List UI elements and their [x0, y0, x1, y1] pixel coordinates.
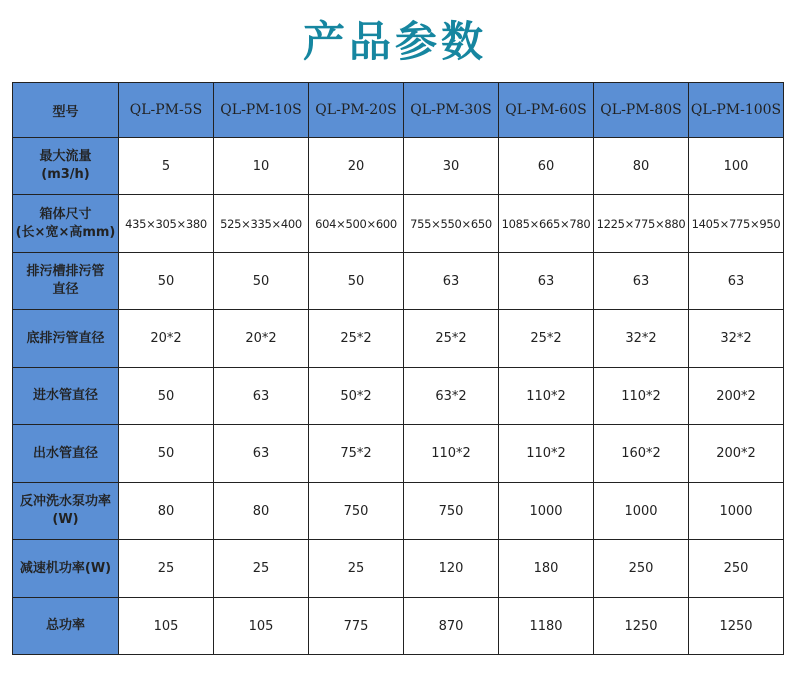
value-cell: 105: [214, 598, 309, 655]
value-cell: 80: [119, 483, 214, 540]
value-cell: 120: [404, 540, 499, 598]
page-title: 产品参数: [302, 17, 487, 66]
value-cell: 110*2: [594, 368, 689, 425]
value-cell: 1225×775×880: [594, 195, 689, 253]
value-cell: 100: [689, 138, 784, 195]
value-cell: 775: [309, 598, 404, 655]
value-cell: 63: [404, 253, 499, 310]
model-header-cell: QL-PM-20S: [309, 83, 404, 138]
value-cell: 110*2: [404, 425, 499, 483]
model-header-cell: QL-PM-60S: [499, 83, 594, 138]
row-label-line: 进水管直径: [32, 388, 98, 403]
row-label-cell: [13, 425, 119, 483]
value-cell: 1180: [499, 598, 594, 655]
row-label-line: 排污槽排污管: [26, 264, 105, 279]
value-cell: 1250: [689, 598, 784, 655]
table-row: [13, 368, 784, 425]
model-header-cell: QL-PM-5S: [119, 83, 214, 138]
value-cell: 32*2: [689, 310, 784, 368]
value-cell: 435×305×380: [119, 195, 214, 253]
value-cell: 50: [119, 368, 214, 425]
model-header-cell: QL-PM-30S: [404, 83, 499, 138]
value-cell: 25*2: [499, 310, 594, 368]
value-cell: 75*2: [309, 425, 404, 483]
value-cell: 5: [119, 138, 214, 195]
value-cell: 63: [214, 425, 309, 483]
row-label-cell: [13, 253, 119, 310]
model-header-cell: QL-PM-100S: [689, 83, 784, 138]
value-cell: 32*2: [594, 310, 689, 368]
table-row: [13, 138, 784, 195]
row-label-line: 总功率: [45, 618, 85, 633]
row-label-cell: [13, 195, 119, 253]
value-cell: 1000: [499, 483, 594, 540]
value-cell: 250: [689, 540, 784, 598]
value-cell: 10: [214, 138, 309, 195]
row-label-cell: [13, 483, 119, 540]
row-label-line: 反冲洗水泵功率: [19, 494, 111, 509]
value-cell: 870: [404, 598, 499, 655]
row-label-line: 直径: [52, 282, 79, 297]
value-cell: 1000: [689, 483, 784, 540]
value-cell: 63: [499, 253, 594, 310]
value-cell: 750: [404, 483, 499, 540]
value-cell: 60: [499, 138, 594, 195]
value-cell: 25*2: [404, 310, 499, 368]
value-cell: 80: [594, 138, 689, 195]
value-cell: 50: [309, 253, 404, 310]
value-cell: 30: [404, 138, 499, 195]
value-cell: 50*2: [309, 368, 404, 425]
table-row: [13, 540, 784, 598]
row-label-line: 减速机功率(W): [19, 560, 112, 576]
row-label-line: (长×宽×高mm): [15, 224, 116, 240]
value-cell: 50: [214, 253, 309, 310]
value-cell: 1000: [594, 483, 689, 540]
table-row: [13, 425, 784, 483]
row-label-cell: [13, 598, 119, 655]
value-cell: 25: [214, 540, 309, 598]
value-cell: 50: [119, 253, 214, 310]
value-cell: 25: [309, 540, 404, 598]
value-cell: 160*2: [594, 425, 689, 483]
header-row: [13, 83, 784, 138]
value-cell: 200*2: [689, 368, 784, 425]
model-header-cell: QL-PM-10S: [214, 83, 309, 138]
value-cell: 525×335×400: [214, 195, 309, 253]
value-cell: 755×550×650: [404, 195, 499, 253]
model-header-cell: QL-PM-80S: [594, 83, 689, 138]
value-cell: 20*2: [214, 310, 309, 368]
value-cell: 750: [309, 483, 404, 540]
value-cell: 180: [499, 540, 594, 598]
value-cell: 604×500×600: [309, 195, 404, 253]
table-row: [13, 598, 784, 655]
value-cell: 25: [119, 540, 214, 598]
row-label-line: 最大流量: [39, 149, 92, 164]
row-label-cell: [13, 138, 119, 195]
row-label-line: 箱体尺寸: [39, 206, 92, 222]
value-cell: 1085×665×780: [499, 195, 594, 253]
value-cell: 1250: [594, 598, 689, 655]
row-label-cell: [13, 310, 119, 368]
table-row: [13, 195, 784, 253]
value-cell: 250: [594, 540, 689, 598]
value-cell: 63: [214, 368, 309, 425]
value-cell: 50: [119, 425, 214, 483]
header-label-cell: 型号: [13, 83, 119, 138]
row-label-cell: [13, 368, 119, 425]
value-cell: 20*2: [119, 310, 214, 368]
row-label-line: 底排污管直径: [26, 330, 105, 346]
value-cell: 25*2: [309, 310, 404, 368]
value-cell: 110*2: [499, 425, 594, 483]
value-cell: 1405×775×950: [689, 195, 784, 253]
row-label-cell: [13, 540, 119, 598]
table-row: [13, 253, 784, 310]
value-cell: 105: [119, 598, 214, 655]
row-label-line: (W): [52, 512, 79, 527]
table-body: [13, 138, 784, 655]
value-cell: 63: [689, 253, 784, 310]
value-cell: 20: [309, 138, 404, 195]
value-cell: 80: [214, 483, 309, 540]
table-row: [13, 483, 784, 540]
value-cell: 63*2: [404, 368, 499, 425]
row-label-line: (m3/h): [41, 167, 90, 182]
value-cell: 63: [594, 253, 689, 310]
row-label-line: 出水管直径: [32, 445, 98, 461]
value-cell: 110*2: [499, 368, 594, 425]
value-cell: 200*2: [689, 425, 784, 483]
spec-table: [12, 82, 784, 655]
table-row: [13, 310, 784, 368]
